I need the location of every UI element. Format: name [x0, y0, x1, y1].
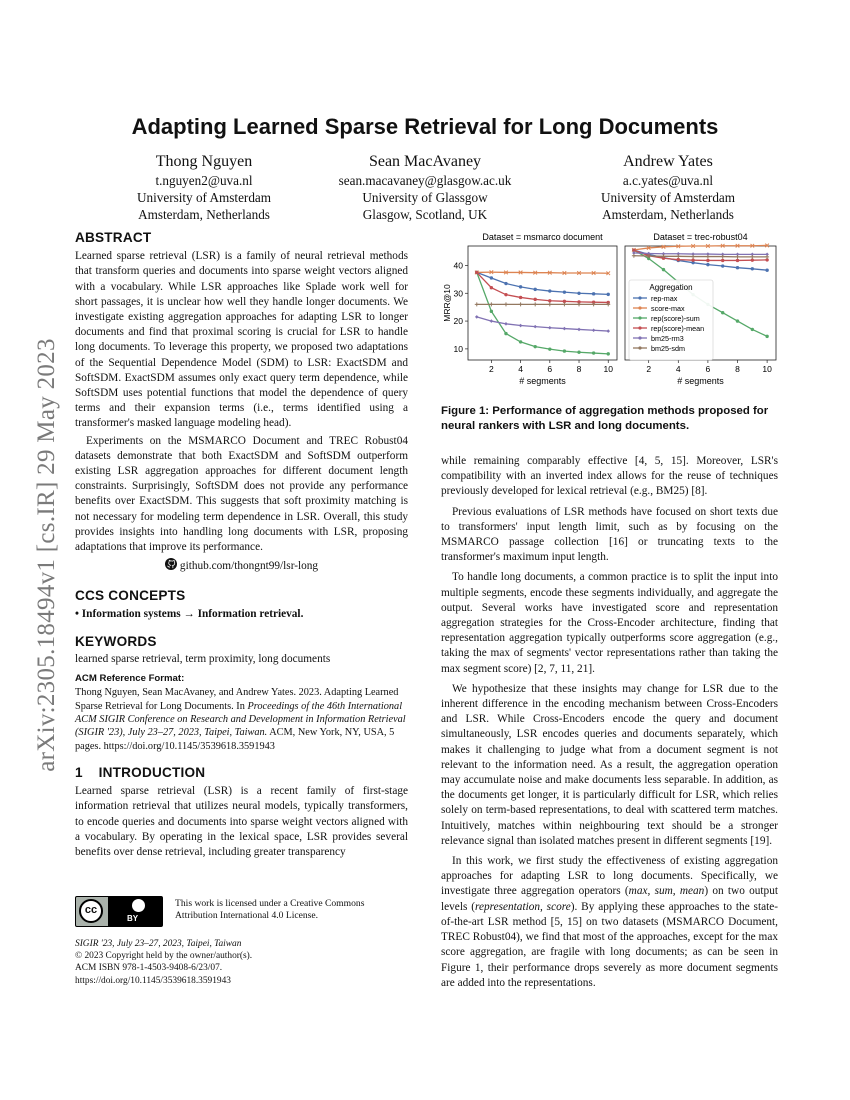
person-icon — [132, 899, 145, 912]
data-point — [751, 258, 754, 261]
footer-doi[interactable]: https://doi.org/10.1145/3539618.3591943 — [75, 975, 231, 986]
body-paragraph: To handle long documents, a common practice is to split the input into multiple segments, encode these segments individually, and aggregate the output. Several works have investigated score and representation aggregation strategies for the Cross-Encoder architecture, finding that representation aggregation typically outperforms score aggregation (e.g., taking the max of segments' vector representations rather than taking the max segment score) [2, 7, 11, 21]. — [441, 571, 778, 675]
paper-title: Adapting Learned Sparse Retrieval for Long Documents — [131, 114, 719, 139]
body-text: ). By applying these approaches to the state-of-the-art LSR method [5, 15] on two datasets (MSMARCO Document, TREC Robust04), we find that most of the approaches, except for the max score aggregation, are fragile with long documents; as can be seen in Figure 1, their performance drops severely as more document segments are added into the representations. — [441, 900, 779, 989]
arxiv-stamp — [22, 295, 72, 815]
author-location: Glasgow, Scotland, UK — [362, 207, 488, 222]
x-tick-label: 8 — [735, 364, 740, 374]
ccs-concepts: • Information systems → Information retrieval. — [75, 607, 304, 620]
footer-venue: SIGIR '23, July 23–27, 2023, Taipei, Taiwan — [75, 939, 242, 949]
author-email[interactable]: t.nguyen2@uva.nl — [155, 173, 253, 188]
data-point — [490, 276, 493, 279]
x-tick-label: 2 — [646, 364, 652, 374]
data-point — [691, 258, 694, 261]
author-block-1 — [94, 152, 314, 223]
figure-caption: Figure 1: Performance of aggregation methods proposed for neural rankers with LSR and long documents. — [441, 405, 769, 432]
y-tick-label: 30 — [453, 288, 463, 299]
author-name: Thong Nguyen — [155, 153, 253, 170]
legend-label: rep(score)-mean — [651, 324, 705, 333]
legend-marker — [638, 306, 641, 309]
data-point — [721, 264, 724, 267]
legend-label: bm25-sdm — [651, 344, 685, 353]
data-point — [548, 347, 551, 350]
data-point — [662, 268, 665, 271]
data-point — [736, 266, 739, 269]
chart-title: Dataset = trec-robust04 — [653, 232, 748, 242]
body-text: In this work, we first study the effectiveness of existing aggregation approaches for adapting LSR to long documents. Specifically, we investigate three aggregation operators ( — [441, 855, 778, 898]
data-point — [607, 293, 610, 296]
data-point — [504, 293, 507, 296]
body-italic: max, sum, mean — [628, 885, 705, 898]
legend-marker — [638, 296, 641, 299]
by-label: BY — [127, 914, 139, 923]
data-point — [577, 292, 580, 295]
license-text: This work is licensed under a Creative Commons Attribution International 4.0 License. — [175, 898, 365, 921]
data-point — [490, 286, 493, 289]
intro-paragraph: Learned sparse retrieval (LSR) is a recent family of first-stage information retrieval that utilizes neural models, typically transformers, to encode queries and documents into sparse weight vectors aligned with a vocabulary. By operating in the lexical space, LSR provides several benefits over dense retrieval, including greater transparency — [75, 785, 408, 858]
body-text: ) on two output levels ( — [441, 885, 778, 913]
author-block-3 — [558, 152, 778, 223]
data-point — [533, 298, 536, 301]
legend-marker — [638, 316, 641, 319]
data-point — [548, 299, 551, 302]
github-url[interactable]: github.com/thongnt99/lsr-long — [179, 560, 319, 573]
legend-marker — [638, 336, 641, 339]
author-location: Amsterdam, Netherlands — [138, 207, 270, 222]
left-column — [75, 230, 408, 860]
acm-ref-authors: Thong Nguyen, Sean MacAvaney, and Andrew Yates. 2023. Adapting Learned Sparse Retrieval for Long Documents. In — [75, 687, 399, 712]
data-point — [533, 288, 536, 291]
body-paragraph: We hypothesize that these insights may change for LSR due to the inherent difference in the encoding mechanism between Cross-Encoders and LSR. While Cross-Encoders encode the query and document simultaneously, LSR encodes queries and documents separately, which makes it challenging to judge what from a document segment is not relevant to the information need. As a result, the aggregation operation may accumulate noise and make documents less separable. In addition, as the documents get longer, it is particularly difficult for LSR, which relies solely on term-based representations, to deal with scattered term matches. Intuitively, matches within neighbouring text should be a stronger relevance signal than isolated matches present in different segments [19]. — [441, 682, 778, 847]
data-point — [475, 271, 478, 274]
intro-heading: 1 INTRODUCTION — [75, 764, 206, 780]
y-axis-label: MRR@10 — [442, 284, 452, 322]
cc-icon: cc — [79, 899, 103, 923]
github-icon — [165, 558, 177, 570]
author-name: Sean MacAvaney — [368, 153, 482, 170]
x-tick-label: 6 — [547, 364, 553, 374]
data-point — [504, 332, 507, 335]
footer-copyright: © 2023 Copyright held by the owner/author(s). — [75, 951, 253, 962]
data-point — [592, 292, 595, 295]
x-tick-label: 8 — [576, 364, 582, 374]
legend-label: rep-max — [651, 294, 678, 303]
data-point — [765, 335, 768, 338]
x-tick-label: 2 — [489, 364, 494, 374]
data-point — [765, 268, 768, 271]
license-block — [75, 896, 408, 924]
x-axis-label: # segments — [519, 376, 566, 386]
legend-marker — [638, 346, 641, 349]
author-block-2 — [315, 152, 535, 223]
github-link[interactable] — [75, 558, 408, 574]
y-tick-label: 40 — [453, 260, 463, 271]
legend-label: score-max — [651, 304, 685, 313]
footer-isbn: ACM ISBN 978-1-4503-9408-6/23/07. — [75, 963, 223, 974]
data-point — [563, 349, 566, 352]
data-point — [607, 352, 610, 355]
x-axis-label: # segments — [677, 376, 724, 386]
legend-marker — [638, 326, 641, 329]
author-affiliation: University of Amsterdam — [600, 190, 736, 205]
y-tick-label: 10 — [453, 343, 463, 354]
acm-ref-rest: ACM, New York, NY, USA, 5 pages. https://doi.org/10.1145/3539618.3591943 — [75, 727, 395, 752]
body-paragraph — [441, 854, 778, 991]
body-paragraph: while remaining comparably effective [4, 5, 15]. Moreover, LSR's compatibility with an inverted index allows for the reuse of techniques previously developed for lexical retrieval (e.g., BM25) [8]. — [441, 455, 778, 498]
footer — [75, 938, 408, 987]
data-point — [519, 296, 522, 299]
data-point — [751, 267, 754, 270]
acm-ref-venue: Proceedings of the 46th International ACM SIGIR Conference on Research and Development in Information Retrieval (SIGIR '23), July 23–27, 2023, Taipei, Taiwan. — [75, 700, 406, 739]
acm-ref-heading: ACM Reference Format: — [75, 673, 185, 685]
data-point — [592, 351, 595, 354]
author-name: Andrew Yates — [623, 153, 713, 170]
author-affiliation: University of Amsterdam — [136, 190, 272, 205]
body-paragraph: Previous evaluations of LSR methods have focused on short texts due to transformers' input length limit, such as by focusing on the MSMARCO passage collection [16] or truncating texts to the transformer's maximum input length. — [441, 505, 778, 564]
data-point — [519, 340, 522, 343]
y-tick-label: 20 — [453, 316, 463, 327]
right-column — [441, 454, 778, 991]
data-point — [490, 310, 493, 313]
data-point — [736, 259, 739, 262]
x-tick-label: 4 — [518, 364, 523, 374]
cc-by-badge[interactable] — [75, 896, 163, 927]
data-point — [706, 263, 709, 266]
x-tick-label: 6 — [705, 364, 711, 374]
keywords-heading: KEYWORDS — [75, 633, 157, 649]
data-point — [736, 319, 739, 322]
data-point — [577, 351, 580, 354]
data-point — [706, 259, 709, 262]
x-tick-label: 4 — [675, 364, 681, 374]
abstract-paragraph: Learned sparse retrieval (LSR) is a family of neural retrieval methods that transform queries and documents into sparse weight vectors aligned with a vocabulary. While LSR approaches like Splade work well for short passages, it is unclear how well they handle longer documents. We investigate existing aggregation approaches for adapting LSR to longer documents and find that proximal scoring is crucial for LSR to handle long documents. To leverage this property, we proposed two adaptations of the Sequential Dependence Model (SDM) to LSR: ExactSDM and SoftSDM. ExactSDM assumes only exact query term dependence, while SoftSDM uses potential functions that model the dependence of query terms and their expansion terms (i.e., terms identified using a transformer's masked language modeling head). — [75, 250, 408, 430]
data-point — [677, 258, 680, 261]
legend-title: Aggregation — [649, 283, 693, 292]
acm-reference — [75, 686, 408, 752]
abstract-paragraph: Experiments on the MSMARCO Document and TREC Robust04 datasets demonstrate that both ExactSDM and SoftSDM outperform existing LSR aggregation approaches for different document length constraints. Surprisingly, SoftSDM does not provide any performance benefits over ExactSDM. This suggests that soft proximity matching is not necessary for modeling term dependence in LSR. Overall, this study provides insights into handling long documents with LSR, proposing adaptations that improve its performance. — [75, 434, 408, 554]
legend-label: rep(score)-sum — [651, 314, 700, 323]
abstract-heading: ABSTRACT — [75, 230, 152, 245]
figure-1 — [441, 228, 778, 398]
author-location: Amsterdam, Netherlands — [602, 207, 734, 222]
body-italic: representation, score — [474, 900, 571, 913]
ccs-heading: CCS CONCEPTS — [75, 588, 186, 604]
data-point — [533, 345, 536, 348]
data-point — [519, 285, 522, 288]
x-tick-label: 10 — [762, 364, 772, 374]
legend-label: bm25-rm3 — [651, 334, 684, 343]
data-point — [504, 282, 507, 285]
data-point — [563, 290, 566, 293]
x-tick-label: 10 — [603, 364, 613, 374]
data-point — [721, 259, 724, 262]
data-point — [548, 289, 551, 292]
figure-1-chart — [441, 228, 778, 398]
keywords-text: learned sparse retrieval, term proximity, long documents — [75, 653, 331, 666]
data-point — [721, 311, 724, 314]
author-affiliation: University of Glassgow — [362, 190, 488, 205]
arxiv-stamp-text: arXiv:2305.18494v1 [cs.IR] 29 May 2023 — [33, 338, 60, 772]
data-point — [751, 328, 754, 331]
author-email[interactable]: sean.macavaney@glasgow.ac.uk — [338, 173, 512, 188]
author-email[interactable]: a.c.yates@uva.nl — [622, 173, 714, 188]
chart-title: Dataset = msmarco document — [482, 232, 603, 242]
